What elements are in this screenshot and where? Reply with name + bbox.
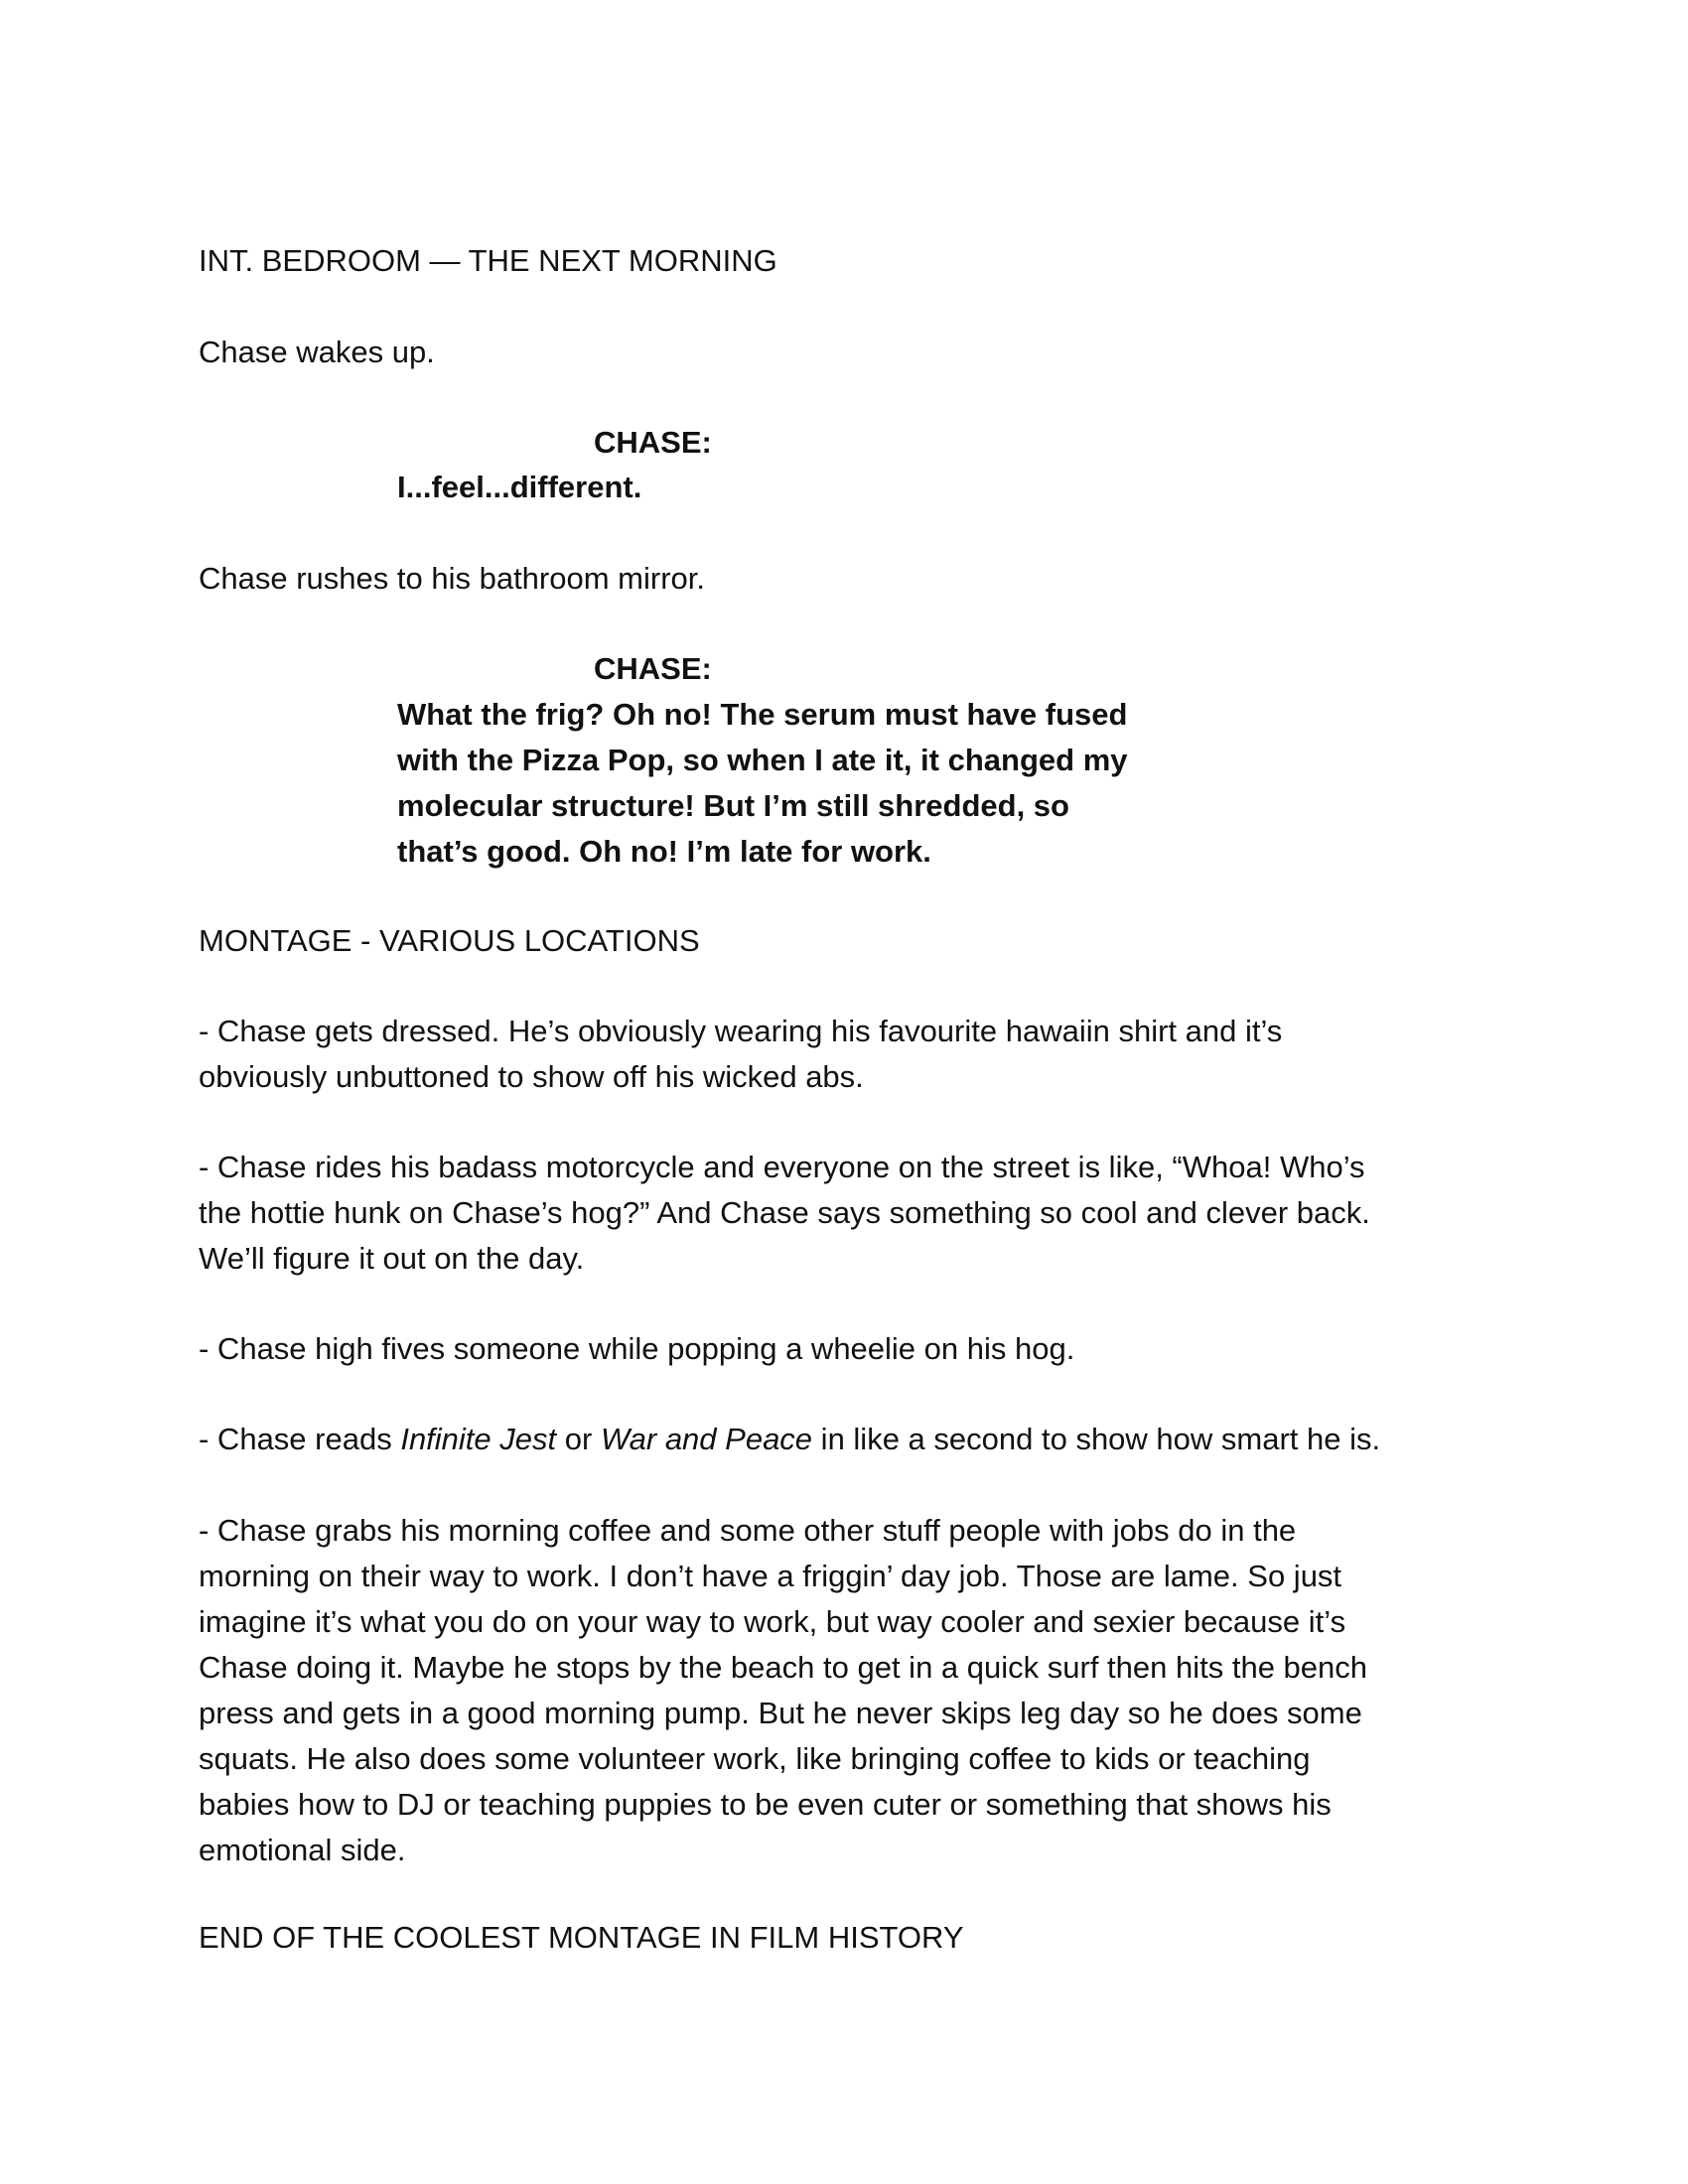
montage-line: - Chase grabs his morning coffee and some other stuff people with jobs do in the: [199, 1513, 1297, 1548]
book-title: War and Peace: [600, 1422, 813, 1456]
montage-item: [199, 1508, 1367, 1873]
montage-line: Chase doing it. Maybe he stops by the beach to get in a quick surf then hits the bench: [199, 1650, 1368, 1685]
montage-line: squats. He also does some volunteer work, like bringing coffee to kids or teaching: [199, 1741, 1311, 1776]
montage-item: [199, 1145, 1370, 1282]
dialogue-line: molecular structure! But I’m still shredded, so: [397, 788, 1069, 823]
montage-text: or: [556, 1422, 601, 1456]
montage-line: press and gets in a good morning pump. But he never skips leg day so he does some: [199, 1696, 1362, 1730]
montage-line: imagine it’s what you do on your way to work, but way cooler and sexier because it’s: [199, 1604, 1346, 1639]
montage-end-heading: END OF THE COOLEST MONTAGE IN FILM HISTORY: [199, 1920, 964, 1955]
montage-item: [199, 1009, 1282, 1100]
scene-heading: INT. BEDROOM — THE NEXT MORNING: [199, 243, 777, 278]
dialogue-line: What the frig? Oh no! The serum must have fused: [397, 697, 1128, 732]
montage-line: emotional side.: [199, 1833, 406, 1867]
character-name: CHASE:: [594, 651, 712, 686]
montage-heading: MONTAGE - VARIOUS LOCATIONS: [199, 923, 700, 958]
montage-line: babies how to DJ or teaching puppies to be even cuter or something that shows his: [199, 1787, 1332, 1822]
montage-text: in like a second to show how smart he is.: [812, 1422, 1381, 1456]
dialogue-line: with the Pizza Pop, so when I ate it, it changed my: [397, 743, 1128, 777]
montage-line: obviously unbuttoned to show off his wicked abs.: [199, 1059, 864, 1094]
dialogue-line: that’s good. Oh no! I’m late for work.: [397, 834, 931, 869]
montage-line: morning on their way to work. I don’t have a friggin’ day job. Those are lame. So just: [199, 1559, 1342, 1593]
dialogue-line: I...feel...different.: [397, 470, 642, 504]
montage-line: the hottie hunk on Chase’s hog?” And Chase says something so cool and clever back.: [199, 1195, 1370, 1230]
montage-item: - Chase high fives someone while popping a wheelie on his hog.: [199, 1331, 1075, 1366]
montage-line: We’ll figure it out on the day.: [199, 1241, 585, 1276]
action-line: Chase wakes up.: [199, 335, 435, 369]
character-name: CHASE:: [594, 425, 712, 460]
montage-line: - Chase gets dressed. He’s obviously wearing his favourite hawaiin shirt and it’s: [199, 1014, 1283, 1048]
montage-text: - Chase reads: [199, 1422, 401, 1456]
montage-item: [199, 1417, 1380, 1462]
book-title: Infinite Jest: [400, 1422, 557, 1456]
dialogue-block: [397, 692, 1128, 875]
montage-line: - Chase rides his badass motorcycle and everyone on the street is like, “Whoa! Who’s: [199, 1150, 1365, 1184]
action-line: Chase rushes to his bathroom mirror.: [199, 561, 705, 596]
